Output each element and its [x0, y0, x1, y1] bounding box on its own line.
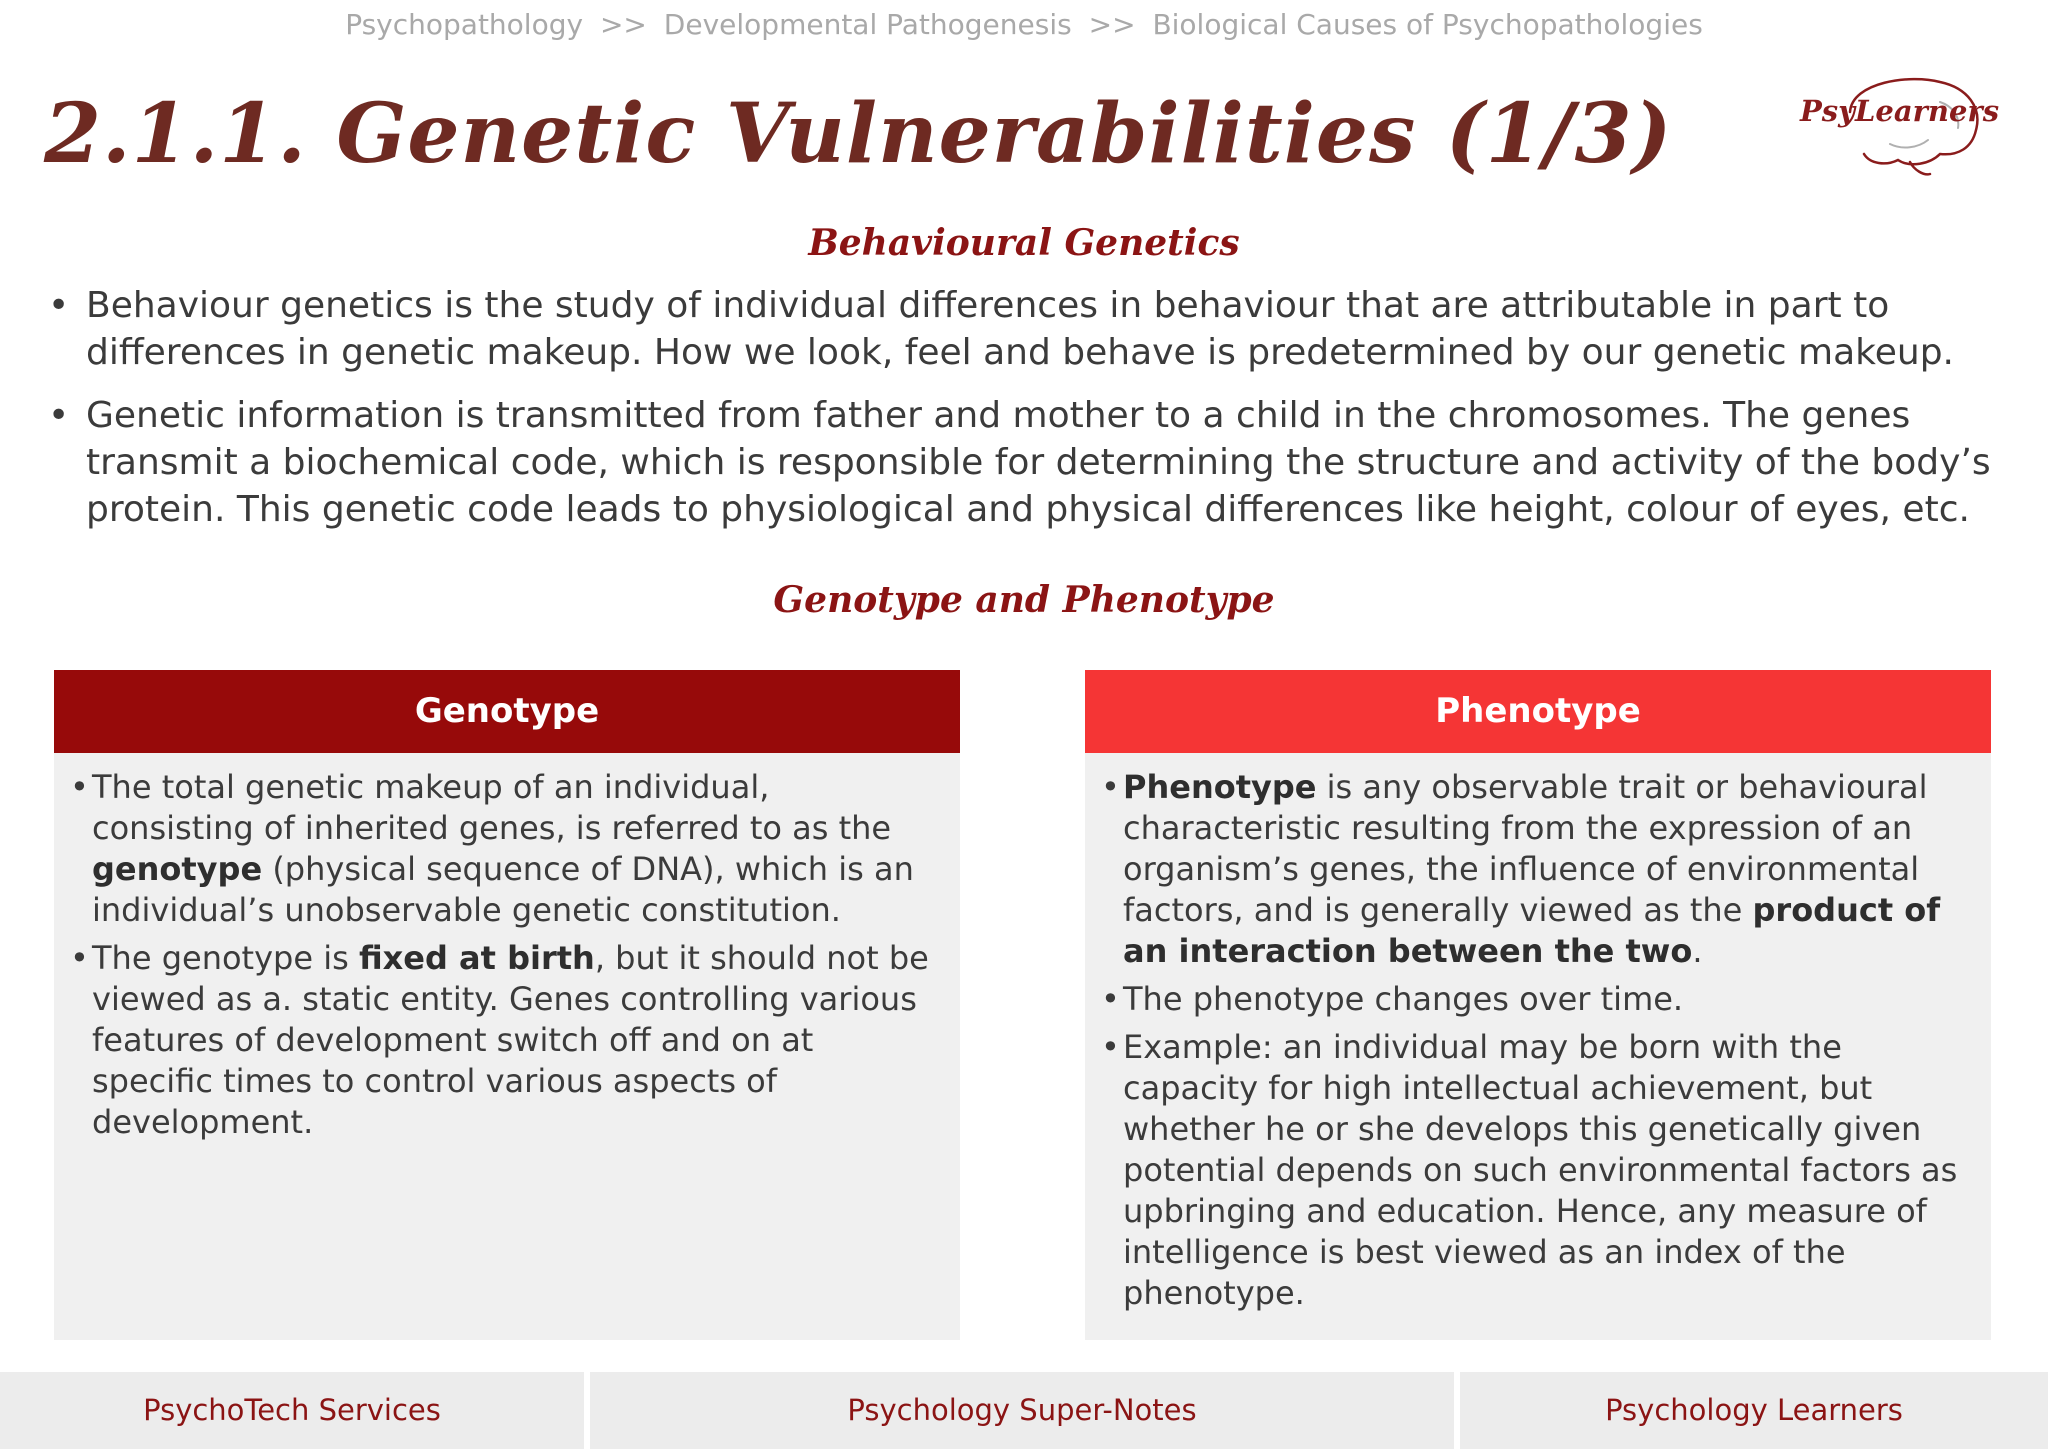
- footer-link-psychology-super-notes[interactable]: Psychology Super-Notes: [590, 1372, 1454, 1449]
- list-item: • The total genetic makeup of an individual, consisting of inherited genes, is referred to as the genotype (physical sequence of DNA), which is an individual’s unobservable genetic constitution.: [70, 767, 940, 931]
- list-item: • Phenotype is any observable trait or behavioural characteristic resulting from the expression of an organism’s genes, the influence of environmental factors, and is generally viewed as the product of an interaction between the two.: [1101, 767, 1971, 972]
- logo[interactable]: [1790, 72, 2000, 182]
- logo-text: PsyLearners: [1800, 94, 2000, 128]
- behavioural-genetics-list: [44, 282, 2004, 549]
- genotype-card: [54, 670, 960, 1340]
- bold-term: genotype: [92, 850, 263, 888]
- list-item: • The phenotype changes over time.: [1101, 979, 1971, 1020]
- bold-term: Phenotype: [1123, 768, 1317, 806]
- footer-link-psychotech-services[interactable]: PsychoTech Services: [0, 1372, 584, 1449]
- footer-link-psychology-learners[interactable]: Psychology Learners: [1460, 1372, 2048, 1449]
- list-item: • Behaviour genetics is the study of individual differences in behaviour that are attributable in part to differences in genetic makeup. How we look, feel and behave is predetermined by our genetic makeup.: [44, 282, 2004, 376]
- list-item: • Example: an individual may be born with the capacity for high intellectual achievement, but whether he or she develops this genetically given potential depends on such environmental factors as upbringing and education. Hence, any measure of intelligence is best viewed as an index of the phenotype.: [1101, 1027, 1971, 1314]
- bold-term: product of an interaction between the two: [1123, 891, 1941, 970]
- genotype-list: [54, 753, 960, 1143]
- phenotype-list: [1085, 753, 1991, 1314]
- genotype-header: Genotype: [54, 670, 960, 753]
- behavioural-genetics-heading: Behavioural Genetics: [808, 222, 1240, 264]
- breadcrumb-item[interactable]: Developmental Pathogenesis: [663, 8, 1072, 41]
- genotype-phenotype-heading: Genotype and Phenotype: [773, 579, 1275, 621]
- bold-term: fixed at birth: [358, 939, 595, 977]
- breadcrumb-item[interactable]: Biological Causes of Psychopathologies: [1152, 8, 1703, 41]
- breadcrumb-item[interactable]: Psychopathology: [345, 8, 584, 41]
- breadcrumb-separator: >>: [599, 8, 647, 41]
- phenotype-card: [1085, 670, 1991, 1340]
- page-title: 2.1.1. Genetic Vulnerabilities (1/3): [44, 86, 1673, 182]
- footer: [0, 1372, 2048, 1449]
- breadcrumb: [0, 8, 2048, 41]
- breadcrumb-separator: >>: [1088, 8, 1136, 41]
- phenotype-header: Phenotype: [1085, 670, 1991, 753]
- list-item: • Genetic information is transmitted from father and mother to a child in the chromosomes. The genes transmit a biochemical code, which is responsible for determining the structure and activity of the body’s protein. This genetic code leads to physiological and physical differences like height, colour of eyes, etc.: [44, 392, 2004, 533]
- list-item: • The genotype is fixed at birth, but it should not be viewed as a. static entity. Genes controlling various features of development switch off and on at specific times to control various aspects of development.: [70, 938, 940, 1143]
